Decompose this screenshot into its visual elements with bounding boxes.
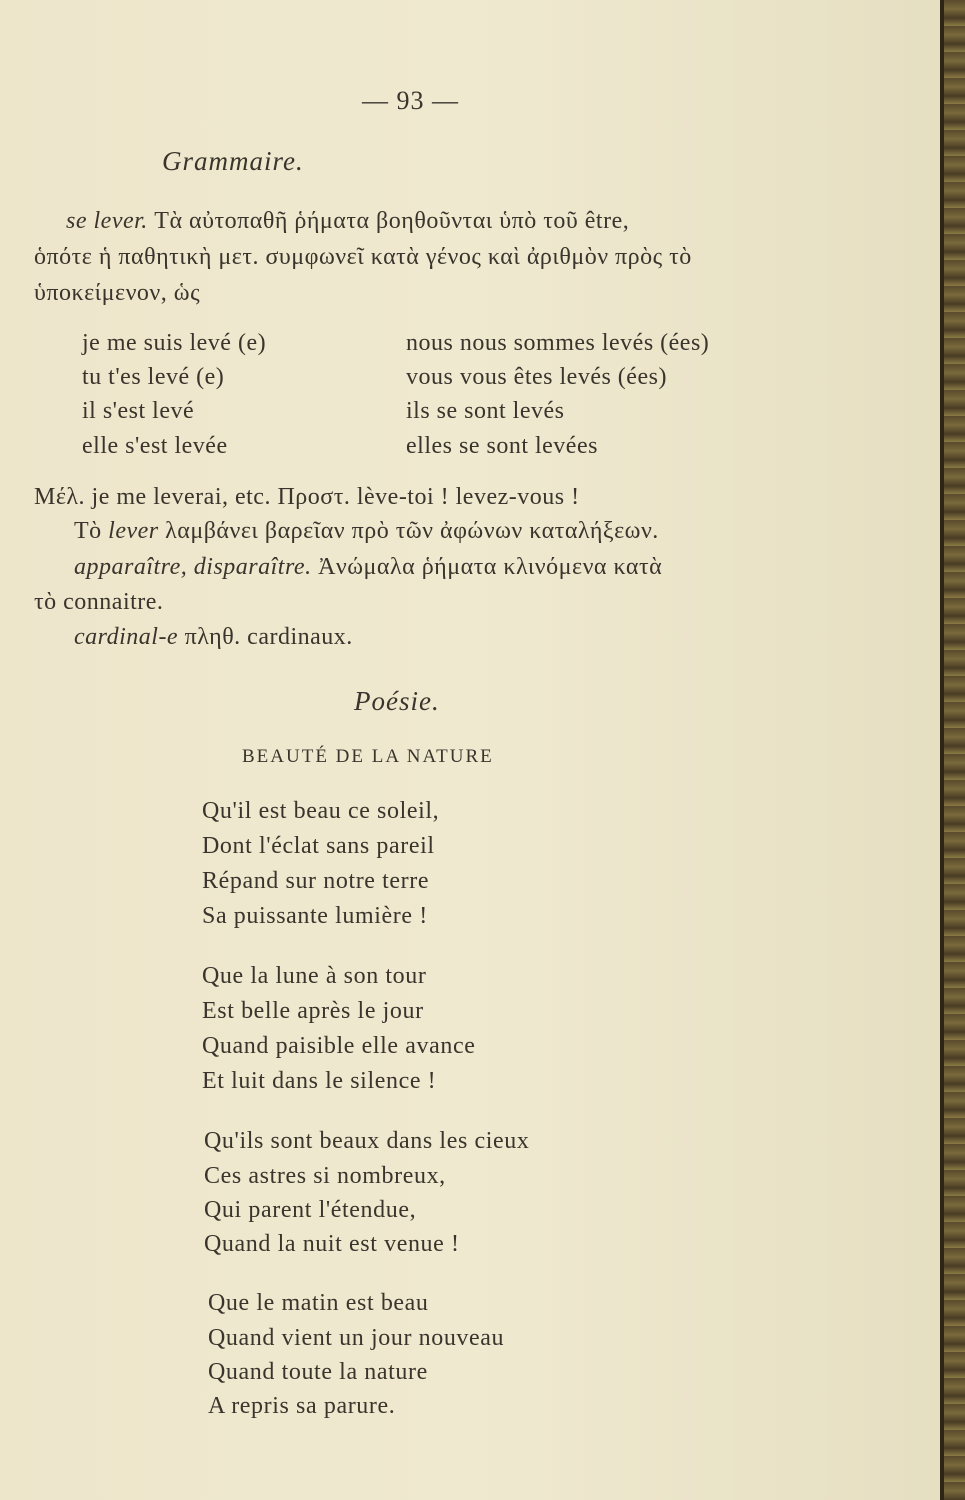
lever-note-rest: λαμβάνει βαρεῖαν πρὸ τῶν ἀφώνων καταλήξεων. [165, 518, 659, 544]
conjugation-left-1: je me suis levé (e) [82, 330, 267, 356]
conjugation-left-3: il s'est levé [82, 398, 195, 424]
appear-term: apparaître, disparaître. [74, 554, 312, 580]
poem-line: Sa puissante lumière ! [202, 903, 428, 929]
poem-line: Quand vient un jour nouveau [208, 1325, 505, 1351]
page-number: — 93 — [362, 86, 459, 115]
cardinal-rest: πληθ. cardinaux. [184, 624, 353, 650]
appear-note [74, 554, 662, 581]
poem-line: Qui parent l'étendue, [204, 1197, 417, 1223]
intro-term: se lever. [66, 208, 148, 234]
poem-line: Quand toute la nature [208, 1359, 428, 1385]
poem-line: Quand la nuit est venue ! [204, 1231, 460, 1257]
poem-line: Quand paisible elle avance [202, 1033, 476, 1059]
grammar-intro-line-2: ὁπότε ἡ παθητικὴ μετ. συμφωνεῖ κατὰ γένος καὶ ἀριθμὸν πρὸς τὸ [34, 244, 692, 270]
conjugation-right-1: nous nous sommes levés (ées) [406, 330, 710, 356]
poem-line: Qu'ils sont beaux dans les cieux [204, 1128, 530, 1154]
poetry-heading: Poésie. [354, 686, 440, 716]
conjugation-left-4: elle s'est levée [82, 433, 228, 459]
poem-line: A repris sa parure. [208, 1393, 396, 1419]
grammar-heading: Grammaire. [162, 146, 304, 176]
book-spine-edge [940, 0, 965, 1500]
appear-rest: Ἀνώμαλα ῥήματα κλινόμενα κατὰ [318, 554, 663, 580]
conjugation-left-2: tu t'es levé (e) [82, 364, 225, 390]
lever-note-prefix: Τὸ [74, 518, 102, 544]
intro-text: Τὰ αὐτοπαθῆ ῥήματα βοηθοῦνται ὑπὸ τοῦ être, [154, 208, 630, 234]
poem-line: Et luit dans le silence ! [202, 1068, 437, 1094]
future-imperative-line: Μέλ. je me leverai, etc. Προστ. lève-toi ! levez-vous ! [34, 484, 580, 510]
poem-title: BEAUTÉ DE LA NATURE [242, 746, 494, 767]
poem-line: Est belle après le jour [202, 998, 424, 1024]
cardinal-note [74, 624, 353, 651]
lever-note-term: lever [108, 518, 159, 544]
grammar-intro-line-3: ὑποκείμενον, ὡς [34, 280, 201, 306]
poem-line: Que la lune à son tour [202, 963, 427, 989]
poem-line: Répand sur notre terre [202, 868, 430, 894]
conjugation-right-4: elles se sont levées [406, 433, 598, 459]
grammar-intro-line-1 [66, 208, 629, 235]
conjugation-right-3: ils se sont levés [406, 398, 565, 424]
poem-line: Ces astres si nombreux, [204, 1163, 446, 1189]
cardinal-term: cardinal-e [74, 624, 179, 650]
poem-line: Qu'il est beau ce soleil, [202, 798, 440, 824]
conjugation-right-2: vous vous êtes levés (ées) [406, 364, 667, 390]
appear-note-line-2: τὸ connaitre. [34, 589, 164, 615]
poem-line: Dont l'éclat sans pareil [202, 833, 435, 859]
poem-line: Que le matin est beau [208, 1290, 429, 1316]
lever-note [74, 518, 659, 545]
